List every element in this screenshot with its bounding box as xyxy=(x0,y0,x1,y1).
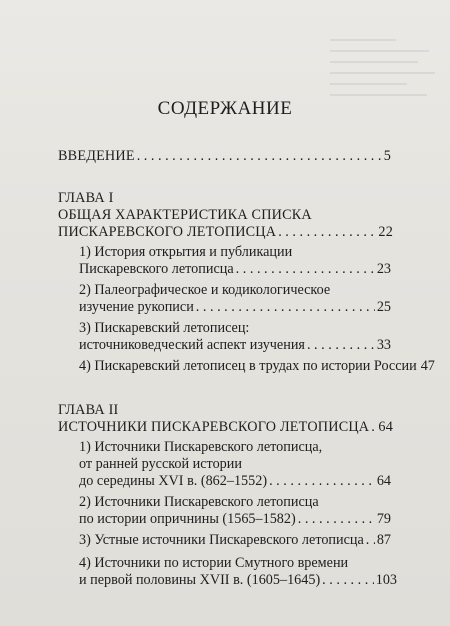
leader-dots xyxy=(307,337,375,354)
chapter-heading: ГЛАВА I xyxy=(58,190,114,206)
toc-subentry-label: по истории опричнины (1565–1582) xyxy=(79,511,296,527)
toc-page-number: 23 xyxy=(376,261,391,277)
toc-subentry-label: и первой половины XVII в. (1605–1645) xyxy=(79,572,321,588)
toc-page-number: 87 xyxy=(376,532,391,548)
toc-subentry-line: 2) Источники Пискаревского летописца xyxy=(79,494,319,510)
toc-page-number: 25 xyxy=(376,299,391,315)
toc-page-number: 22 xyxy=(378,224,393,240)
toc-subentry-4 xyxy=(79,358,435,375)
toc-subentry-line: 2) Палеографическое и кодикологическое xyxy=(79,282,331,298)
toc-page-number: 47 xyxy=(420,358,435,374)
bleed-through-text xyxy=(330,30,440,140)
chapter-heading: ГЛАВА II xyxy=(58,402,119,418)
toc-page-number: 33 xyxy=(376,337,391,353)
toc-subentry-1 xyxy=(79,261,391,278)
toc-subentry-2 xyxy=(79,299,391,316)
leader-dots xyxy=(196,299,375,316)
leader-dots xyxy=(298,511,375,528)
toc-subentry-6 xyxy=(79,511,391,528)
toc-subentry-line: 3) Пискаревский летописец: xyxy=(79,320,250,336)
toc-entry-introduction xyxy=(58,148,391,165)
toc-entry-chapter-2 xyxy=(58,419,393,436)
leader-dots xyxy=(278,224,376,241)
toc-subentry-line: 4) Источники по истории Смутного времени xyxy=(79,555,349,571)
toc-subentry-line: от ранней русской истории xyxy=(79,456,242,472)
leader-dots xyxy=(366,532,375,549)
leader-dots xyxy=(371,419,376,436)
toc-page-number: 64 xyxy=(378,419,393,435)
page-title: СОДЕРЖАНИЕ xyxy=(157,98,293,119)
toc-subentry-8 xyxy=(79,572,397,589)
toc-subentry-line: 1) История открытия и публикации xyxy=(79,244,293,260)
toc-page-number: 64 xyxy=(376,473,391,489)
toc-subentry-label: до середины XVI в. (862–1552) xyxy=(79,473,268,489)
toc-page-number: 79 xyxy=(376,511,391,527)
toc-subentry-5 xyxy=(79,473,391,490)
toc-subentry-line: 1) Источники Пискаревского летописца, xyxy=(79,439,323,455)
toc-subentry-label: 3) Устные источники Пискаревского летописца xyxy=(79,532,364,548)
toc-page-number: 103 xyxy=(375,572,397,588)
toc-subentry-7 xyxy=(79,532,391,549)
toc-subentry-label: 4) Пискаревский летописец в трудах по истории России xyxy=(79,358,417,374)
leader-dots xyxy=(236,261,375,278)
chapter-title-line: ОБЩАЯ ХАРАКТЕРИСТИКА СПИСКА xyxy=(58,207,312,223)
toc-subentry-label: Пискаревского летописца xyxy=(79,261,234,277)
leader-dots xyxy=(322,572,374,589)
chapter-title-line: ПИСКАРЕВСКОГО ЛЕТОПИСЦА xyxy=(58,224,277,240)
toc-entry-chapter-1 xyxy=(58,224,393,241)
chapter-title-line: ИСТОЧНИКИ ПИСКАРЕВСКОГО ЛЕТОПИСЦА xyxy=(58,419,370,435)
leader-dots xyxy=(269,473,375,490)
toc-subentry-label: источниковедческий аспект изучения xyxy=(79,337,305,353)
toc-page-number: 5 xyxy=(383,148,391,164)
leader-dots xyxy=(137,148,382,165)
toc-subentry-3 xyxy=(79,337,391,354)
toc-entry-label: ВВЕДЕНИЕ xyxy=(58,148,135,164)
toc-subentry-label: изучение рукописи xyxy=(79,299,194,315)
